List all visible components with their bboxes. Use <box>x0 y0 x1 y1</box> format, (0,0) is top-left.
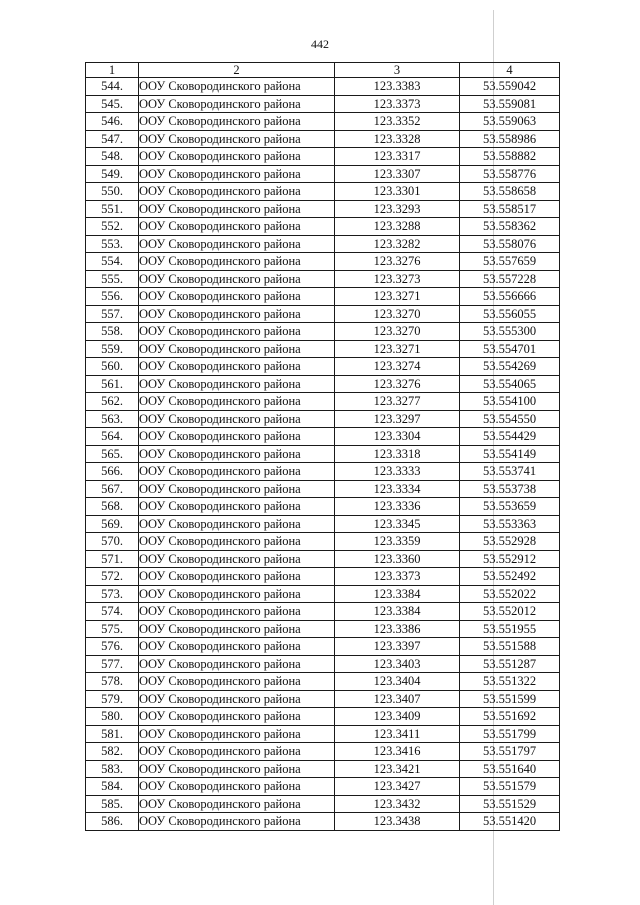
row-latitude: 53.559042 <box>460 78 560 96</box>
row-number: 581. <box>86 725 139 743</box>
table-row <box>86 813 560 831</box>
row-latitude: 53.552928 <box>460 533 560 551</box>
row-number: 566. <box>86 463 139 481</box>
row-longitude: 123.3383 <box>335 78 460 96</box>
row-number: 569. <box>86 515 139 533</box>
column-header-number: 1 <box>86 63 139 78</box>
row-number: 544. <box>86 78 139 96</box>
row-longitude: 123.3336 <box>335 498 460 516</box>
row-number: 563. <box>86 410 139 428</box>
row-longitude: 123.3288 <box>335 218 460 236</box>
table-row <box>86 113 560 131</box>
row-number: 565. <box>86 445 139 463</box>
row-name: ООУ Сковородинского района <box>139 778 335 796</box>
row-longitude: 123.3397 <box>335 638 460 656</box>
row-name: ООУ Сковородинского района <box>139 708 335 726</box>
row-number: 558. <box>86 323 139 341</box>
row-name: ООУ Сковородинского района <box>139 410 335 428</box>
row-longitude: 123.3345 <box>335 515 460 533</box>
row-latitude: 53.552492 <box>460 568 560 586</box>
row-longitude: 123.3438 <box>335 813 460 831</box>
row-number: 576. <box>86 638 139 656</box>
row-latitude: 53.551322 <box>460 673 560 691</box>
row-latitude: 53.554269 <box>460 358 560 376</box>
row-latitude: 53.558986 <box>460 130 560 148</box>
row-number: 568. <box>86 498 139 516</box>
row-name: ООУ Сковородинского района <box>139 463 335 481</box>
table-row <box>86 498 560 516</box>
row-latitude: 53.551529 <box>460 795 560 813</box>
row-number: 580. <box>86 708 139 726</box>
row-number: 578. <box>86 673 139 691</box>
row-latitude: 53.551287 <box>460 655 560 673</box>
row-number: 575. <box>86 620 139 638</box>
table-row <box>86 795 560 813</box>
row-name: ООУ Сковородинского района <box>139 603 335 621</box>
row-name: ООУ Сковородинского района <box>139 725 335 743</box>
row-latitude: 53.551640 <box>460 760 560 778</box>
table-row <box>86 445 560 463</box>
row-number: 554. <box>86 253 139 271</box>
row-latitude: 53.558517 <box>460 200 560 218</box>
row-longitude: 123.3301 <box>335 183 460 201</box>
row-name: ООУ Сковородинского района <box>139 130 335 148</box>
row-latitude: 53.557659 <box>460 253 560 271</box>
row-name: ООУ Сковородинского района <box>139 760 335 778</box>
row-name: ООУ Сковородинского района <box>139 743 335 761</box>
table-row <box>86 393 560 411</box>
row-latitude: 53.554550 <box>460 410 560 428</box>
table-row <box>86 673 560 691</box>
row-name: ООУ Сковородинского района <box>139 305 335 323</box>
row-latitude: 53.551588 <box>460 638 560 656</box>
table-row <box>86 638 560 656</box>
row-latitude: 53.552022 <box>460 585 560 603</box>
row-latitude: 53.556666 <box>460 288 560 306</box>
row-latitude: 53.551420 <box>460 813 560 831</box>
row-name: ООУ Сковородинского района <box>139 480 335 498</box>
row-number: 570. <box>86 533 139 551</box>
row-longitude: 123.3403 <box>335 655 460 673</box>
row-name: ООУ Сковородинского района <box>139 445 335 463</box>
row-number: 551. <box>86 200 139 218</box>
table-row <box>86 358 560 376</box>
row-latitude: 53.559081 <box>460 95 560 113</box>
row-longitude: 123.3409 <box>335 708 460 726</box>
row-longitude: 123.3373 <box>335 95 460 113</box>
row-longitude: 123.3373 <box>335 568 460 586</box>
row-longitude: 123.3277 <box>335 393 460 411</box>
row-name: ООУ Сковородинского района <box>139 165 335 183</box>
row-number: 584. <box>86 778 139 796</box>
row-name: ООУ Сковородинского района <box>139 568 335 586</box>
row-number: 560. <box>86 358 139 376</box>
table-row <box>86 253 560 271</box>
row-latitude: 53.551599 <box>460 690 560 708</box>
row-latitude: 53.551797 <box>460 743 560 761</box>
table-row <box>86 568 560 586</box>
row-number: 547. <box>86 130 139 148</box>
row-name: ООУ Сковородинского района <box>139 533 335 551</box>
table-row <box>86 463 560 481</box>
table-row <box>86 165 560 183</box>
table-row <box>86 480 560 498</box>
table-row <box>86 410 560 428</box>
table-row <box>86 218 560 236</box>
row-latitude: 53.556055 <box>460 305 560 323</box>
row-latitude: 53.553659 <box>460 498 560 516</box>
row-longitude: 123.3270 <box>335 323 460 341</box>
table-row <box>86 550 560 568</box>
table-row <box>86 183 560 201</box>
row-name: ООУ Сковородинского района <box>139 393 335 411</box>
row-longitude: 123.3333 <box>335 463 460 481</box>
table-row <box>86 375 560 393</box>
row-latitude: 53.552012 <box>460 603 560 621</box>
row-number: 567. <box>86 480 139 498</box>
row-number: 550. <box>86 183 139 201</box>
row-name: ООУ Сковородинского района <box>139 813 335 831</box>
row-name: ООУ Сковородинского района <box>139 218 335 236</box>
column-header-latitude: 4 <box>460 63 560 78</box>
row-latitude: 53.558776 <box>460 165 560 183</box>
row-longitude: 123.3334 <box>335 480 460 498</box>
row-latitude: 53.558882 <box>460 148 560 166</box>
table-row <box>86 95 560 113</box>
table-row <box>86 778 560 796</box>
page-number: 442 <box>311 37 329 51</box>
row-name: ООУ Сковородинского района <box>139 78 335 96</box>
row-name: ООУ Сковородинского района <box>139 428 335 446</box>
row-latitude: 53.557228 <box>460 270 560 288</box>
row-name: ООУ Сковородинского района <box>139 95 335 113</box>
row-latitude: 53.559063 <box>460 113 560 131</box>
row-latitude: 53.552912 <box>460 550 560 568</box>
column-header-longitude: 3 <box>335 63 460 78</box>
row-number: 583. <box>86 760 139 778</box>
table-row <box>86 708 560 726</box>
row-name: ООУ Сковородинского района <box>139 795 335 813</box>
row-name: ООУ Сковородинского района <box>139 323 335 341</box>
row-longitude: 123.3276 <box>335 375 460 393</box>
row-latitude: 53.551955 <box>460 620 560 638</box>
row-latitude: 53.553738 <box>460 480 560 498</box>
row-number: 571. <box>86 550 139 568</box>
row-latitude: 53.558362 <box>460 218 560 236</box>
table-row <box>86 148 560 166</box>
table-row <box>86 515 560 533</box>
row-latitude: 53.554149 <box>460 445 560 463</box>
row-longitude: 123.3328 <box>335 130 460 148</box>
row-name: ООУ Сковородинского района <box>139 270 335 288</box>
row-name: ООУ Сковородинского района <box>139 288 335 306</box>
table-row <box>86 270 560 288</box>
row-latitude: 53.553363 <box>460 515 560 533</box>
table-row <box>86 323 560 341</box>
row-longitude: 123.3282 <box>335 235 460 253</box>
row-name: ООУ Сковородинского района <box>139 673 335 691</box>
row-number: 577. <box>86 655 139 673</box>
row-number: 579. <box>86 690 139 708</box>
coordinates-table <box>85 62 560 831</box>
row-longitude: 123.3304 <box>335 428 460 446</box>
row-name: ООУ Сковородинского района <box>139 113 335 131</box>
row-number: 555. <box>86 270 139 288</box>
row-latitude: 53.553741 <box>460 463 560 481</box>
row-number: 552. <box>86 218 139 236</box>
row-latitude: 53.551579 <box>460 778 560 796</box>
table-row <box>86 235 560 253</box>
row-name: ООУ Сковородинского района <box>139 690 335 708</box>
table-row <box>86 130 560 148</box>
row-longitude: 123.3297 <box>335 410 460 428</box>
table-row <box>86 288 560 306</box>
row-number: 562. <box>86 393 139 411</box>
table-row <box>86 305 560 323</box>
table-row <box>86 428 560 446</box>
row-latitude: 53.554701 <box>460 340 560 358</box>
row-name: ООУ Сковородинского района <box>139 515 335 533</box>
row-name: ООУ Сковородинского района <box>139 340 335 358</box>
row-longitude: 123.3427 <box>335 778 460 796</box>
row-latitude: 53.554429 <box>460 428 560 446</box>
row-name: ООУ Сковородинского района <box>139 638 335 656</box>
row-name: ООУ Сковородинского района <box>139 655 335 673</box>
row-longitude: 123.3307 <box>335 165 460 183</box>
row-longitude: 123.3384 <box>335 603 460 621</box>
row-longitude: 123.3432 <box>335 795 460 813</box>
row-longitude: 123.3276 <box>335 253 460 271</box>
table-row <box>86 603 560 621</box>
row-name: ООУ Сковородинского района <box>139 620 335 638</box>
row-longitude: 123.3293 <box>335 200 460 218</box>
row-number: 573. <box>86 585 139 603</box>
row-longitude: 123.3352 <box>335 113 460 131</box>
row-number: 582. <box>86 743 139 761</box>
row-longitude: 123.3416 <box>335 743 460 761</box>
row-name: ООУ Сковородинского района <box>139 235 335 253</box>
row-name: ООУ Сковородинского района <box>139 550 335 568</box>
row-number: 559. <box>86 340 139 358</box>
row-longitude: 123.3360 <box>335 550 460 568</box>
row-number: 585. <box>86 795 139 813</box>
row-number: 586. <box>86 813 139 831</box>
row-name: ООУ Сковородинского района <box>139 253 335 271</box>
table-row <box>86 533 560 551</box>
row-number: 556. <box>86 288 139 306</box>
row-number: 545. <box>86 95 139 113</box>
row-latitude: 53.558658 <box>460 183 560 201</box>
row-longitude: 123.3407 <box>335 690 460 708</box>
row-longitude: 123.3271 <box>335 340 460 358</box>
row-number: 549. <box>86 165 139 183</box>
row-longitude: 123.3271 <box>335 288 460 306</box>
row-number: 546. <box>86 113 139 131</box>
row-longitude: 123.3318 <box>335 445 460 463</box>
row-number: 561. <box>86 375 139 393</box>
row-number: 574. <box>86 603 139 621</box>
row-name: ООУ Сковородинского района <box>139 358 335 376</box>
table-row <box>86 655 560 673</box>
row-longitude: 123.3386 <box>335 620 460 638</box>
table-row <box>86 725 560 743</box>
row-longitude: 123.3359 <box>335 533 460 551</box>
row-latitude: 53.558076 <box>460 235 560 253</box>
row-number: 553. <box>86 235 139 253</box>
table-row <box>86 585 560 603</box>
row-longitude: 123.3274 <box>335 358 460 376</box>
column-header-name: 2 <box>139 63 335 78</box>
row-latitude: 53.555300 <box>460 323 560 341</box>
row-number: 572. <box>86 568 139 586</box>
table-row <box>86 340 560 358</box>
row-name: ООУ Сковородинского района <box>139 148 335 166</box>
table-row <box>86 760 560 778</box>
table-body <box>86 78 560 831</box>
table-row <box>86 78 560 96</box>
row-longitude: 123.3384 <box>335 585 460 603</box>
row-name: ООУ Сковородинского района <box>139 375 335 393</box>
row-name: ООУ Сковородинского района <box>139 183 335 201</box>
table-header-row <box>86 63 560 78</box>
table-row <box>86 690 560 708</box>
row-number: 557. <box>86 305 139 323</box>
row-latitude: 53.551799 <box>460 725 560 743</box>
row-latitude: 53.551692 <box>460 708 560 726</box>
row-number: 548. <box>86 148 139 166</box>
table-row <box>86 743 560 761</box>
row-name: ООУ Сковородинского района <box>139 498 335 516</box>
row-longitude: 123.3317 <box>335 148 460 166</box>
row-longitude: 123.3404 <box>335 673 460 691</box>
row-longitude: 123.3270 <box>335 305 460 323</box>
row-latitude: 53.554065 <box>460 375 560 393</box>
row-longitude: 123.3273 <box>335 270 460 288</box>
row-name: ООУ Сковородинского района <box>139 585 335 603</box>
table-row <box>86 200 560 218</box>
table-row <box>86 620 560 638</box>
row-name: ООУ Сковородинского района <box>139 200 335 218</box>
row-latitude: 53.554100 <box>460 393 560 411</box>
row-longitude: 123.3411 <box>335 725 460 743</box>
row-number: 564. <box>86 428 139 446</box>
row-longitude: 123.3421 <box>335 760 460 778</box>
